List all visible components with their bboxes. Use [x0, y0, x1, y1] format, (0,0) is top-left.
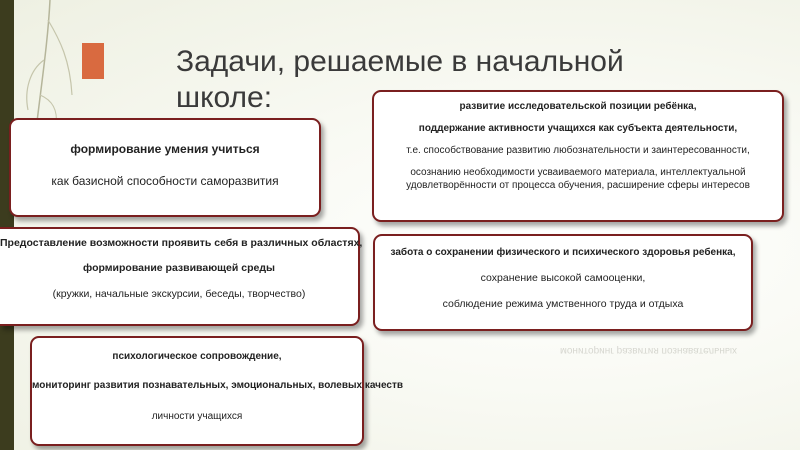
health-line-1: забота о сохранении физического и психического здоровья ребенка,: [390, 247, 736, 258]
research-line-4: осознанию необходимости усваиваемого материала, интеллектуальной: [410, 167, 746, 178]
health-line-3: соблюдение режима умственного труда и отдыха: [442, 298, 684, 310]
opportunities-line-1: Предоставление возможности проявить себя в различных областях,: [0, 237, 363, 249]
learning-heading: формирование умения учиться: [70, 142, 260, 156]
research-line-5: удовлетворённости от процесса обучения, расширение сферы интересов: [406, 180, 750, 191]
health-line-2: сохранение высокой самооценки,: [480, 272, 646, 284]
psych-line-3: личности учащихся: [151, 411, 243, 422]
box-psych-support: [30, 336, 404, 446]
box-learning-skill: [9, 118, 321, 217]
box-opportunities: [0, 227, 363, 326]
accent-square: [82, 43, 104, 79]
psych-line-1: психологическое сопровождение,: [112, 351, 282, 362]
research-line-2: поддержание активности учащихся как субъекта деятельности,: [418, 123, 738, 134]
opportunities-line-2: формирование развивающей среды: [83, 262, 275, 274]
research-line-1: развитие исследовательской позиции ребёнка,: [459, 101, 697, 112]
psych-line-2: мониторинг развития познавательных, эмоциональных, волевых качеств: [32, 380, 404, 391]
box-research-position: [372, 90, 784, 222]
title-line-2: школе:: [176, 81, 273, 114]
box-health-care: [373, 234, 753, 331]
opportunities-line-3: (кружки, начальные экскурсии, беседы, творчество): [52, 288, 306, 300]
learning-text: как базисной способности саморазвития: [51, 174, 279, 188]
research-line-3: т.е. способствование развитию любознательности и заинтересованности,: [406, 145, 750, 156]
reflection-text: мониторинг развития познавательных: [560, 345, 738, 356]
title-line-1: Задачи, решаемые в начальной: [176, 45, 624, 78]
